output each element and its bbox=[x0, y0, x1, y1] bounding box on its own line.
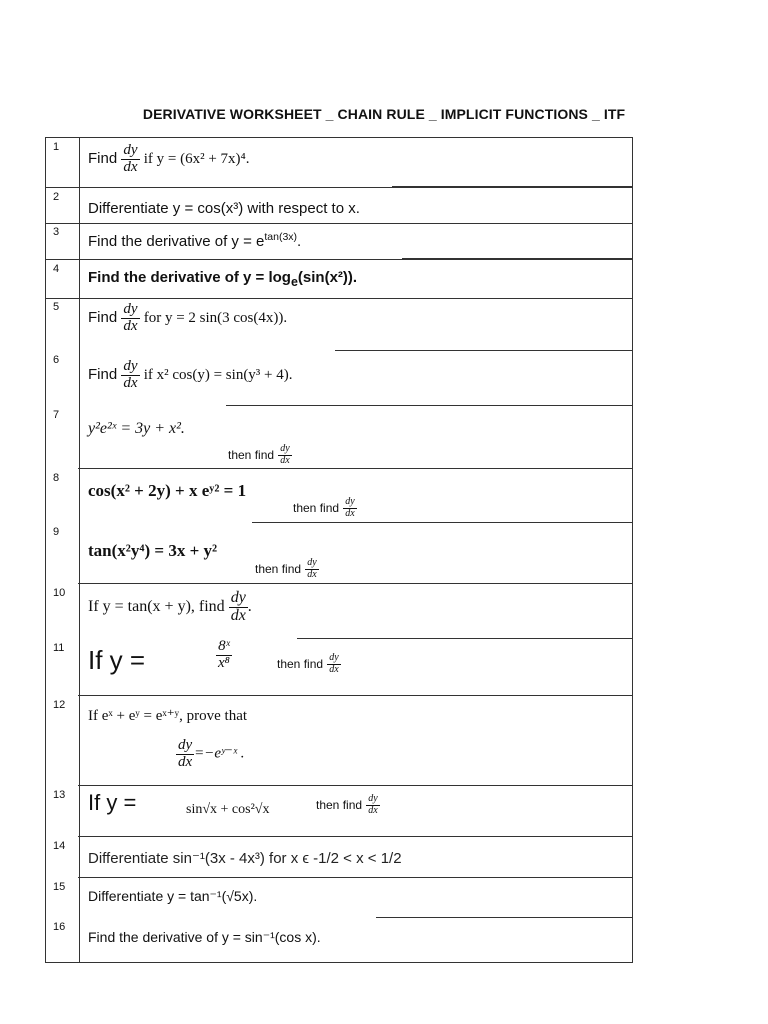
question-row-9 bbox=[46, 523, 632, 584]
then-find-prompt bbox=[316, 794, 380, 816]
question-row-2 bbox=[46, 187, 632, 224]
fraction-numerator: 8ˣ bbox=[216, 639, 232, 656]
fraction-denominator: dx bbox=[230, 606, 246, 624]
then-find-label: then find bbox=[293, 500, 340, 515]
question-expression: Find the derivative of y = log bbox=[88, 269, 291, 286]
question-tail: (sin(x²)). bbox=[297, 269, 358, 286]
question-expression: Find the derivative of y = e bbox=[88, 233, 265, 250]
fraction-numerator: dy bbox=[368, 793, 378, 804]
question-expression bbox=[216, 639, 232, 672]
question-text: Differentiate y = tan⁻¹(√5x). bbox=[88, 888, 258, 904]
fraction-denominator: dx bbox=[307, 568, 317, 580]
question-number: 9 bbox=[53, 526, 60, 538]
question-table bbox=[45, 137, 633, 963]
question-number: 13 bbox=[53, 789, 66, 801]
question-text bbox=[88, 231, 301, 250]
worksheet-title: DERIVATIVE WORKSHEET _ CHAIN RULE _ IMPLICIT FUNCTIONS _ ITF bbox=[142, 106, 626, 122]
question-row-15 bbox=[46, 878, 632, 918]
then-find-prompt bbox=[293, 497, 357, 519]
question-number: 6 bbox=[53, 354, 60, 366]
question-text bbox=[88, 143, 250, 176]
question-row-13 bbox=[46, 786, 632, 837]
question-expression: for y = 2 sin(3 cos(4x)). bbox=[143, 310, 288, 327]
fraction-numerator: dy bbox=[329, 652, 339, 663]
question-row-8 bbox=[46, 469, 632, 523]
exponent: tan(3x) bbox=[264, 231, 298, 243]
question-text: Find the derivative of y = sin⁻¹(cos x). bbox=[88, 929, 321, 945]
derivative-fraction bbox=[229, 590, 248, 625]
question-expression: sin√x + cos²√x bbox=[186, 802, 270, 817]
question-number: 8 bbox=[53, 472, 60, 484]
question-number: 2 bbox=[53, 191, 60, 203]
question-text: cos(x² + 2y) + x eʸ² = 1 bbox=[88, 481, 247, 500]
fraction-denominator: dx bbox=[178, 753, 193, 770]
question-row-4 bbox=[46, 259, 632, 299]
question-lead: Find bbox=[88, 309, 118, 327]
question-row-1 bbox=[46, 138, 632, 187]
fraction-numerator: dy bbox=[123, 358, 138, 374]
fraction-numerator: dy bbox=[123, 142, 138, 158]
question-expression: if y = (6x² + 7x)⁴. bbox=[143, 151, 250, 168]
question-text: If eˣ + eʸ = eˣ⁺ʸ, prove that bbox=[88, 708, 248, 724]
question-number: 16 bbox=[53, 921, 66, 933]
question-row-12 bbox=[46, 696, 632, 786]
question-lead: Find bbox=[88, 150, 118, 168]
derivative-fraction bbox=[121, 143, 139, 176]
question-lead: If y = bbox=[88, 790, 137, 815]
derivative-fraction bbox=[327, 653, 340, 675]
question-row-6 bbox=[46, 351, 632, 406]
question-number: 15 bbox=[53, 881, 66, 893]
derivative-fraction bbox=[278, 444, 291, 466]
question-tail: . bbox=[297, 233, 302, 250]
log-base: e bbox=[290, 275, 298, 289]
question-text: Differentiate sin⁻¹(3x - 4x³) for x ϵ -1/2 < x < 1/2 bbox=[88, 850, 402, 867]
question-tail: =−eʸ⁻ˣ . bbox=[194, 745, 245, 762]
fraction-denominator: dx bbox=[123, 317, 138, 334]
question-number: 4 bbox=[53, 263, 60, 275]
question-lead: Find bbox=[88, 366, 118, 384]
question-number: 12 bbox=[53, 699, 66, 711]
question-expression: If y = tan(x + y), find bbox=[88, 597, 225, 615]
fraction-denominator: x⁸ bbox=[218, 654, 230, 671]
then-find-prompt bbox=[277, 653, 341, 675]
fraction-denominator: dx bbox=[280, 454, 290, 466]
derivative-fraction bbox=[121, 359, 139, 392]
fraction-numerator: dy bbox=[345, 496, 355, 507]
then-find-label: then find bbox=[255, 561, 302, 576]
question-number: 7 bbox=[53, 409, 60, 421]
question-number: 3 bbox=[53, 226, 60, 238]
question-number: 11 bbox=[53, 642, 65, 654]
then-find-label: then find bbox=[277, 656, 324, 671]
fraction-numerator: dy bbox=[230, 589, 246, 606]
question-row-10 bbox=[46, 584, 632, 639]
question-number: 5 bbox=[53, 301, 60, 313]
question-text: y²e²ˣ = 3y + x². bbox=[88, 420, 185, 437]
question-text: Differentiate y = cos(x³) with respect to x. bbox=[88, 200, 360, 217]
fraction-numerator: dy bbox=[178, 737, 193, 753]
fraction-denominator: dx bbox=[368, 804, 378, 816]
derivative-fraction bbox=[343, 497, 356, 519]
fraction-numerator: dy bbox=[280, 443, 290, 454]
fraction-denominator: dx bbox=[123, 374, 138, 391]
then-find-prompt bbox=[228, 444, 292, 466]
derivative-fraction bbox=[176, 738, 194, 771]
proof-expression bbox=[176, 738, 245, 771]
then-find-label: then find bbox=[316, 797, 363, 812]
question-expression: if x² cos(y) = sin(y³ + 4). bbox=[143, 367, 293, 384]
derivative-fraction bbox=[121, 302, 139, 335]
question-text bbox=[88, 302, 287, 335]
derivative-fraction bbox=[366, 794, 379, 816]
question-text bbox=[88, 269, 357, 289]
fraction-numerator: dy bbox=[307, 557, 317, 568]
fraction-numerator: dy bbox=[123, 301, 138, 317]
question-number: 1 bbox=[53, 141, 60, 153]
fraction-denominator: dx bbox=[123, 158, 138, 175]
question-row-3 bbox=[46, 223, 632, 259]
question-row-5 bbox=[46, 298, 632, 351]
question-row-7 bbox=[46, 406, 632, 469]
question-row-11 bbox=[46, 639, 632, 696]
fraction-denominator: dx bbox=[329, 663, 339, 675]
question-row-14 bbox=[46, 837, 632, 878]
question-lead: If y = bbox=[88, 645, 146, 675]
function-fraction bbox=[216, 639, 232, 672]
fraction-denominator: dx bbox=[345, 507, 355, 519]
question-number: 14 bbox=[53, 840, 66, 852]
then-find-prompt bbox=[255, 558, 319, 580]
question-row-16 bbox=[46, 918, 632, 962]
derivative-fraction bbox=[305, 558, 318, 580]
question-number: 10 bbox=[53, 587, 66, 599]
question-tail: . bbox=[247, 597, 252, 615]
question-text bbox=[88, 359, 293, 392]
question-text bbox=[88, 590, 252, 625]
then-find-label: then find bbox=[228, 447, 275, 462]
question-text: tan(x²y⁴) = 3x + y² bbox=[88, 541, 218, 560]
